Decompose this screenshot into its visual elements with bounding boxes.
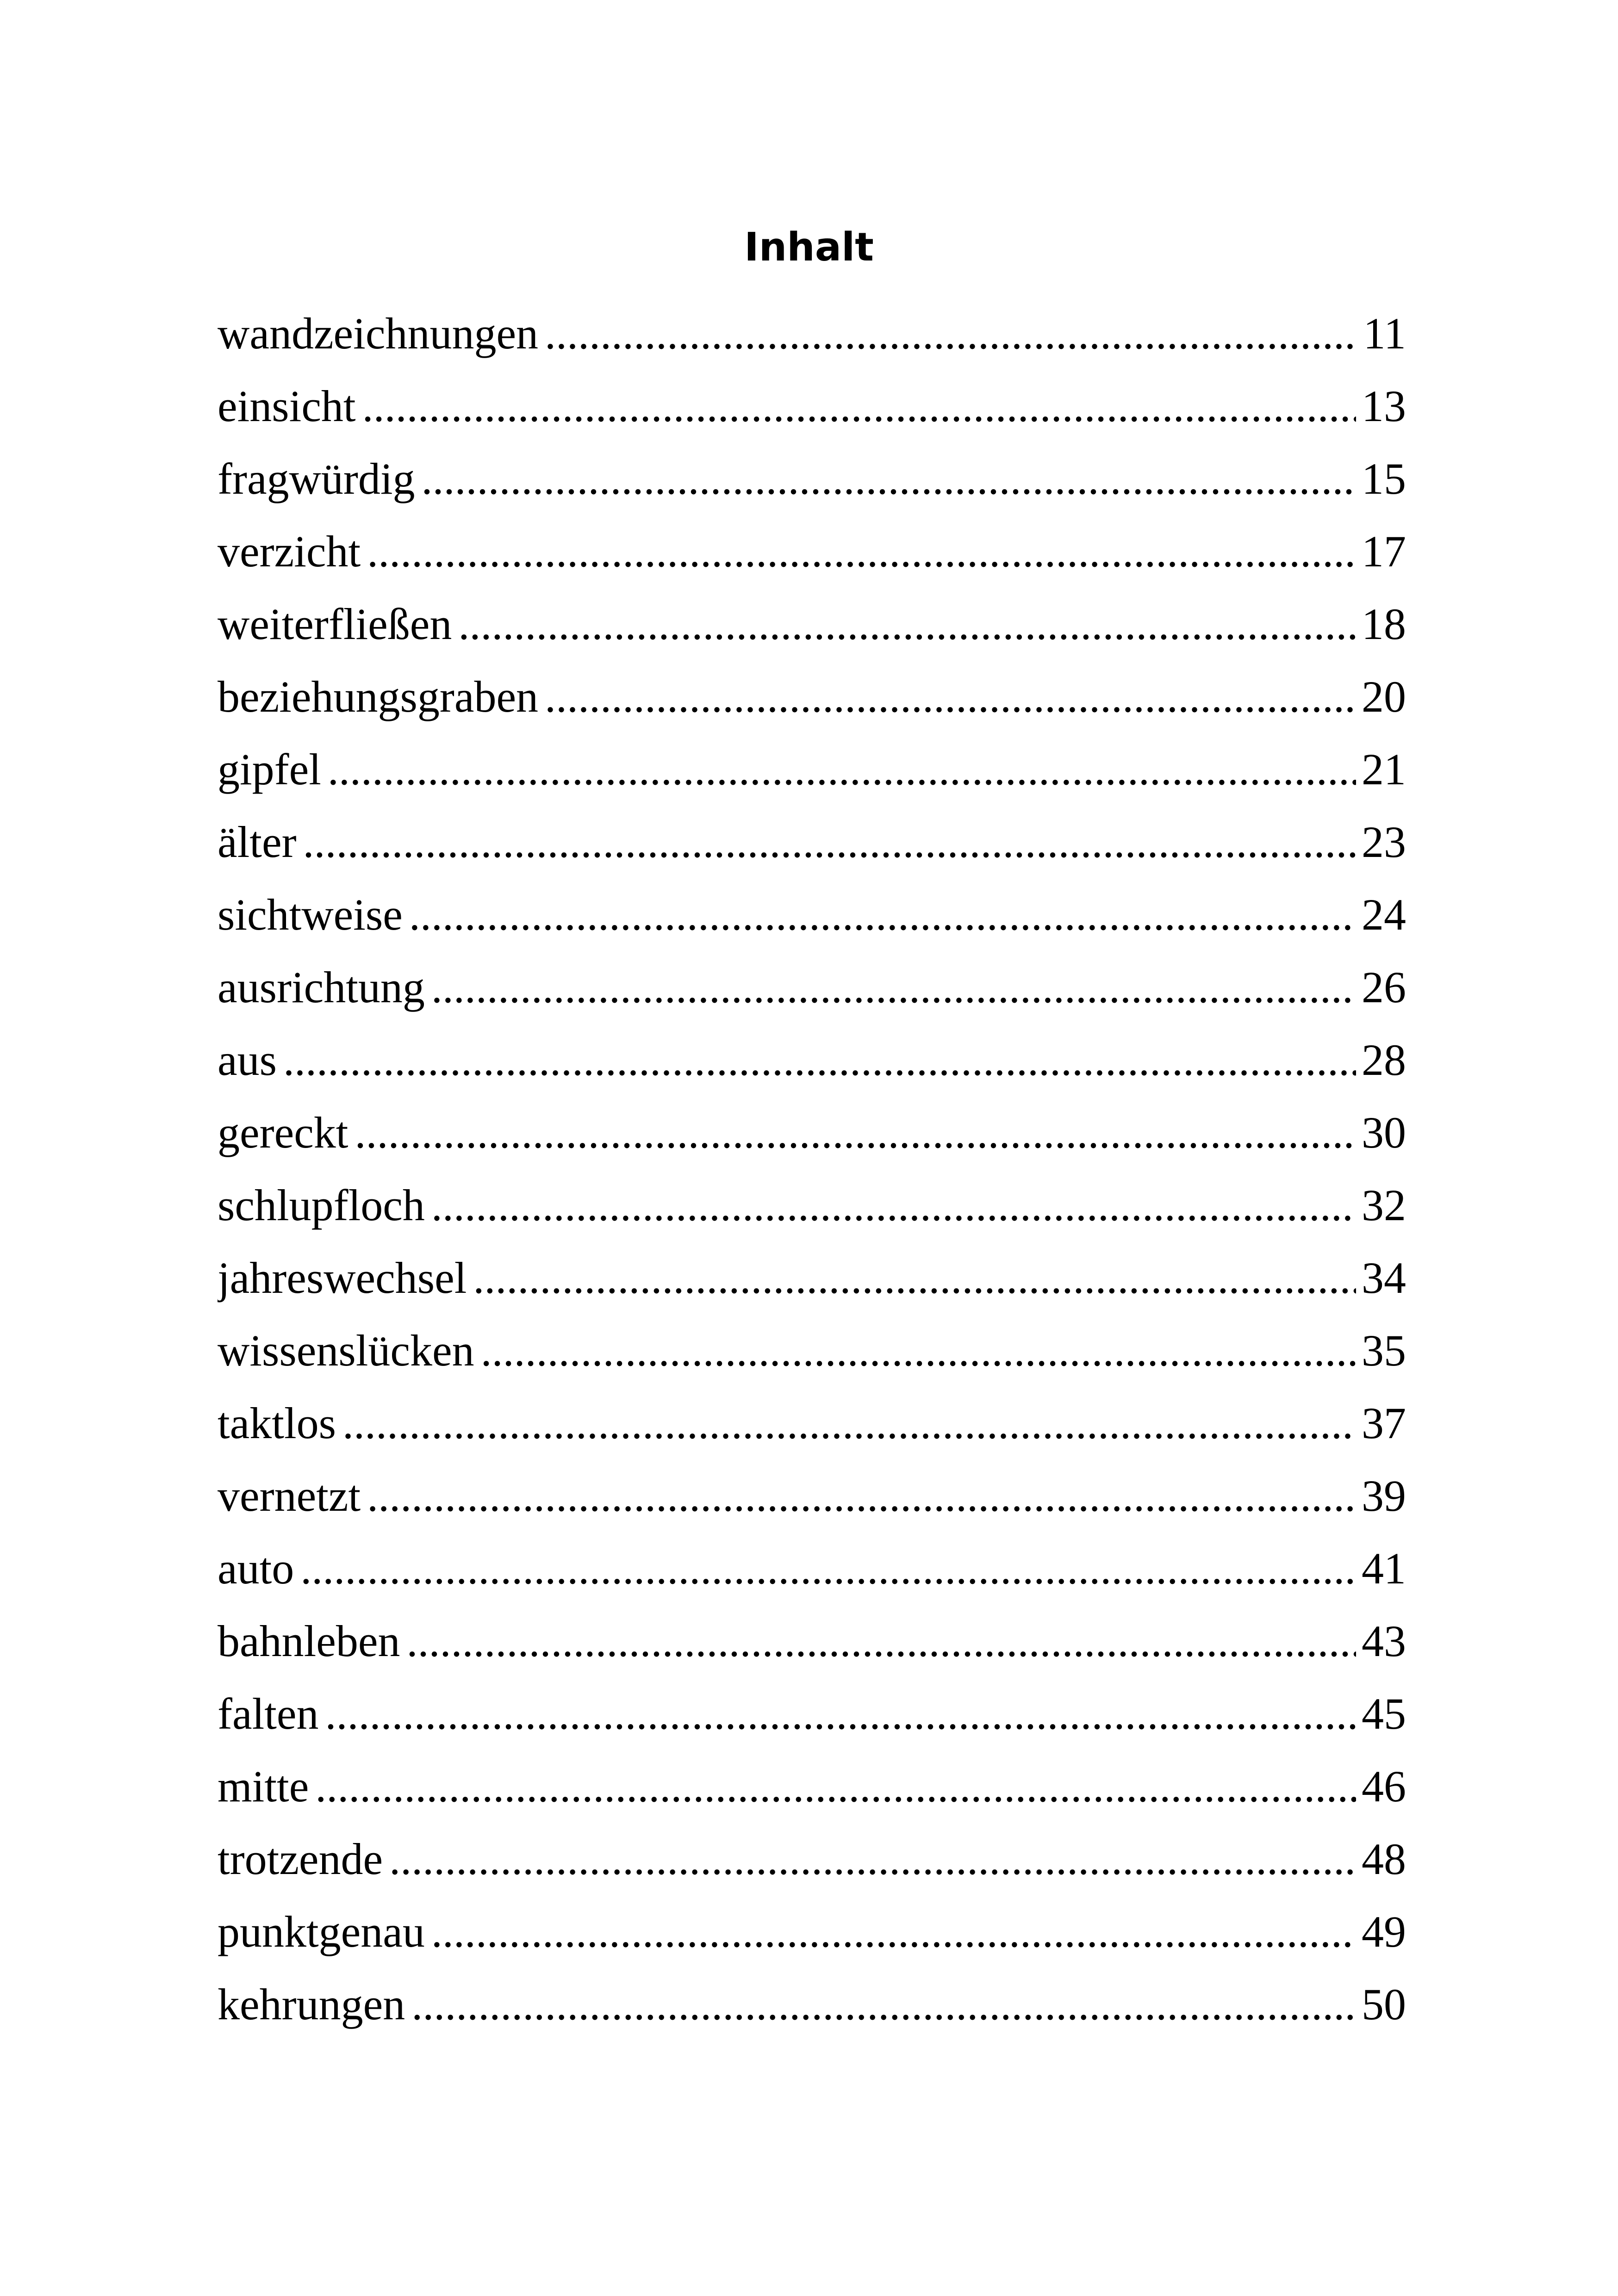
toc-entry-title: jahreswechsel: [218, 1253, 467, 1303]
toc-entry-page-number: 43: [1362, 1616, 1406, 1666]
dot-leader: [342, 1397, 1356, 1449]
page-title: Inhalt: [744, 224, 874, 270]
toc-entry-page-number: 30: [1362, 1108, 1406, 1157]
toc-entry[interactable]: [218, 733, 1406, 806]
toc-entry-title: bahnleben: [218, 1616, 400, 1666]
toc-entry[interactable]: [218, 951, 1406, 1024]
toc-entry-page-number: 26: [1362, 962, 1406, 1012]
toc-entry[interactable]: [218, 1387, 1406, 1459]
toc-entry[interactable]: [218, 806, 1406, 878]
dot-leader: [300, 1543, 1356, 1594]
toc-entry-title: wandzeichnungen: [218, 309, 539, 358]
dot-leader: [545, 671, 1356, 722]
toc-entry-page-number: 32: [1362, 1180, 1406, 1230]
toc-entry-title: falten: [218, 1689, 319, 1738]
toc-entry-page-number: 17: [1362, 527, 1406, 576]
toc-entry-title: punktgenau: [218, 1907, 425, 1956]
dot-leader: [303, 816, 1356, 868]
toc-entry-title: verzicht: [218, 527, 361, 576]
dot-leader: [325, 1688, 1356, 1739]
toc-entry-title: fragwürdig: [218, 454, 415, 503]
toc-entry-page-number: 11: [1363, 309, 1406, 358]
dot-leader: [315, 1761, 1356, 1812]
dot-leader: [545, 308, 1358, 359]
dot-leader: [458, 598, 1356, 650]
dot-leader: [431, 962, 1356, 1013]
toc-entry-page-number: 35: [1362, 1326, 1406, 1375]
toc-entry[interactable]: [218, 1169, 1406, 1241]
toc-entry-title: wissenslücken: [218, 1326, 474, 1375]
toc-entry-title: vernetzt: [218, 1471, 361, 1520]
toc-entry-page-number: 21: [1362, 745, 1406, 794]
toc-entry-page-number: 15: [1362, 454, 1406, 503]
toc-entry[interactable]: [218, 1096, 1406, 1169]
toc-entry[interactable]: [218, 1314, 1406, 1387]
toc-entry-page-number: 49: [1362, 1907, 1406, 1956]
toc-entry-title: einsicht: [218, 381, 356, 431]
toc-entry-page-number: 50: [1362, 1980, 1406, 2029]
toc-entry-page-number: 34: [1362, 1253, 1406, 1303]
toc-entry-page-number: 18: [1362, 599, 1406, 649]
dot-leader: [355, 1107, 1356, 1158]
toc-entry[interactable]: [218, 297, 1406, 370]
toc-entry-page-number: 46: [1362, 1762, 1406, 1811]
toc-entry-title: aus: [218, 1035, 277, 1085]
toc-entry-page-number: 37: [1362, 1398, 1406, 1448]
toc-entry-title: beziehungsgraben: [218, 672, 539, 721]
dot-leader: [411, 1979, 1356, 2030]
toc-entry-title: auto: [218, 1544, 294, 1593]
toc-entry-page-number: 24: [1362, 890, 1406, 939]
toc-entry[interactable]: [218, 1823, 1406, 1895]
dot-leader: [431, 1179, 1356, 1231]
toc-entry[interactable]: [218, 1750, 1406, 1823]
dot-leader: [283, 1034, 1356, 1086]
toc-entry[interactable]: [218, 588, 1406, 660]
dot-leader: [389, 1833, 1356, 1885]
toc-entry[interactable]: [218, 1459, 1406, 1532]
table-of-contents: [218, 297, 1406, 2041]
dot-leader: [481, 1325, 1356, 1376]
toc-entry-page-number: 41: [1362, 1544, 1406, 1593]
toc-entry[interactable]: [218, 1895, 1406, 1968]
toc-entry-title: sichtweise: [218, 890, 403, 939]
toc-entry-title: schlupfloch: [218, 1180, 425, 1230]
toc-entry-title: ausrichtung: [218, 962, 425, 1012]
dot-leader: [422, 453, 1356, 504]
dot-leader: [431, 1906, 1356, 1957]
dot-leader: [409, 889, 1356, 940]
dot-leader: [328, 744, 1356, 795]
toc-entry-page-number: 48: [1362, 1834, 1406, 1884]
toc-entry-title: trotzende: [218, 1834, 383, 1884]
toc-entry[interactable]: [218, 1024, 1406, 1096]
toc-entry-title: kehrungen: [218, 1980, 405, 2029]
toc-entry-page-number: 28: [1362, 1035, 1406, 1085]
toc-entry-title: gipfel: [218, 745, 321, 794]
toc-entry-page-number: 39: [1362, 1471, 1406, 1520]
toc-entry[interactable]: [218, 660, 1406, 733]
toc-entry-title: mitte: [218, 1762, 309, 1811]
toc-entry-title: gereckt: [218, 1108, 348, 1157]
toc-entry-page-number: 23: [1362, 817, 1406, 867]
toc-entry[interactable]: [218, 515, 1406, 588]
dot-leader: [362, 380, 1356, 432]
toc-entry[interactable]: [218, 1677, 1406, 1750]
dot-leader: [367, 526, 1356, 577]
toc-entry-title: taktlos: [218, 1398, 336, 1448]
toc-entry-title: weiterfließen: [218, 599, 452, 649]
dot-leader: [367, 1470, 1356, 1521]
toc-entry[interactable]: [218, 442, 1406, 515]
toc-entry[interactable]: [218, 1532, 1406, 1605]
toc-entry[interactable]: [218, 1968, 1406, 2041]
toc-entry[interactable]: [218, 1605, 1406, 1677]
toc-entry-page-number: 45: [1362, 1689, 1406, 1738]
toc-entry[interactable]: [218, 878, 1406, 951]
toc-entry-page-number: 20: [1362, 672, 1406, 721]
dot-leader: [473, 1252, 1356, 1303]
toc-entry[interactable]: [218, 370, 1406, 442]
toc-entry[interactable]: [218, 1241, 1406, 1314]
toc-entry-page-number: 13: [1362, 381, 1406, 431]
toc-entry-title: älter: [218, 817, 297, 867]
dot-leader: [407, 1615, 1357, 1667]
